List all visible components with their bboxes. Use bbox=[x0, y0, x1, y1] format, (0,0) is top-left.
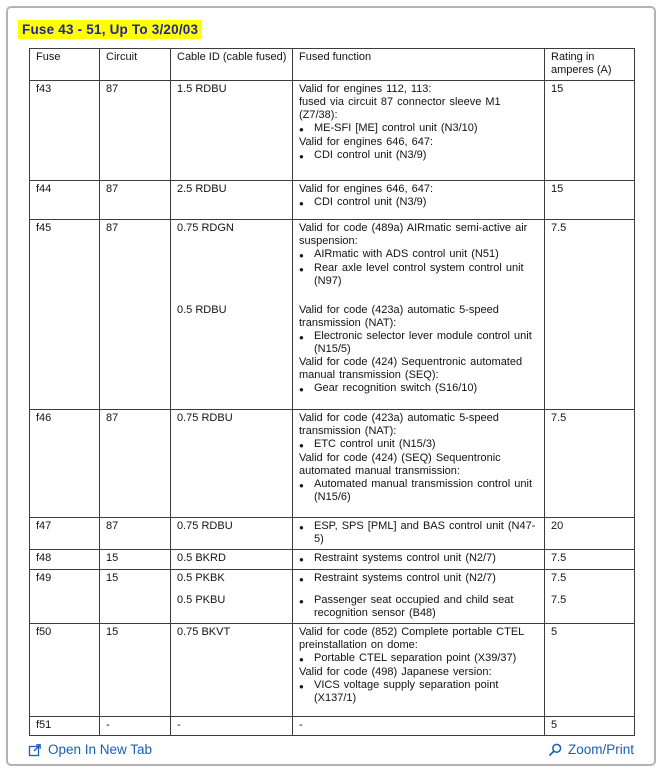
rating-cell bbox=[545, 291, 634, 409]
row-block bbox=[30, 550, 634, 569]
table-row bbox=[30, 717, 634, 735]
function-line: Valid for code (423a) automatic 5-speed transmission (NAT): bbox=[299, 304, 499, 329]
rating-cell: 5 bbox=[551, 626, 558, 638]
bullet-icon: ● bbox=[299, 385, 304, 394]
fuse-cell bbox=[30, 589, 100, 623]
cable-id-cell: 0.75 RDBU bbox=[171, 410, 293, 517]
function-line: Valid for engines 646, 647: bbox=[299, 136, 434, 148]
function-line bbox=[299, 679, 539, 705]
function-line: Valid for code (498) Japanese version: bbox=[299, 666, 492, 678]
row-block bbox=[30, 589, 634, 623]
rating-cell: 20 bbox=[551, 520, 564, 532]
bullet-icon: ● bbox=[299, 265, 304, 274]
bullet-icon: ● bbox=[299, 441, 304, 450]
function-line-text: Automated manual transmission control unit (N15/6) bbox=[314, 478, 532, 503]
function-line-text: VICS voltage supply separation point (X137/1) bbox=[314, 679, 499, 704]
fused-function-cell bbox=[293, 550, 545, 569]
fuse-table bbox=[29, 48, 635, 736]
function-line-text: ME-SFI [ME] control unit (N3/10) bbox=[314, 122, 478, 134]
cable-id-cell: 0.5 PKBU bbox=[171, 589, 293, 623]
table-row bbox=[30, 518, 634, 550]
circuit-cell: 87 bbox=[100, 220, 171, 291]
circuit-cell: 15 bbox=[100, 570, 171, 589]
bullet-icon: ● bbox=[299, 199, 304, 208]
cable-id-cell: - bbox=[171, 717, 293, 735]
external-link-icon bbox=[28, 743, 42, 757]
fused-function-cell bbox=[293, 410, 545, 517]
row-block bbox=[30, 220, 634, 291]
table-row bbox=[30, 181, 634, 220]
function-line: Valid for code (424) Sequentronic automated manual transmission (SEQ): bbox=[299, 356, 523, 381]
fused-function-cell bbox=[293, 81, 545, 180]
function-line bbox=[299, 594, 539, 620]
function-line bbox=[299, 478, 539, 504]
function-line: Valid for code (852) Complete portable CTEL preinstallation on dome: bbox=[299, 626, 524, 651]
table-row bbox=[30, 550, 634, 570]
table-header-row bbox=[30, 49, 634, 81]
table-row bbox=[30, 410, 634, 518]
rating-cell: 7.5 bbox=[551, 552, 567, 564]
open-in-new-tab-label: Open In New Tab bbox=[48, 742, 153, 757]
function-line bbox=[299, 652, 539, 666]
function-line bbox=[299, 330, 539, 356]
zoom-print-link[interactable] bbox=[548, 742, 634, 757]
function-line bbox=[299, 520, 539, 546]
function-line-text: Rear axle level control system control unit (N97) bbox=[314, 262, 524, 287]
fuse-cell: f45 bbox=[30, 220, 100, 291]
table-row bbox=[30, 624, 634, 717]
rating-cell: 7.5 bbox=[551, 412, 567, 424]
function-line: fused via circuit 87 connector sleeve M1 (Z7/38): bbox=[299, 96, 501, 121]
function-line-text: Passenger seat occupied and child seat recognition sensor (B48) bbox=[314, 594, 514, 619]
row-block bbox=[30, 570, 634, 589]
row-block bbox=[30, 624, 634, 716]
bullet-icon: ● bbox=[299, 125, 304, 134]
function-line-text: ETC control unit (N15/3) bbox=[314, 438, 436, 450]
circuit-cell: - bbox=[100, 717, 171, 735]
cable-id-cell: 1.5 RDBU bbox=[171, 81, 293, 180]
fused-function-cell bbox=[293, 717, 545, 735]
viewer-footer bbox=[8, 742, 654, 757]
table-row bbox=[30, 81, 634, 181]
rating-cell: 15 bbox=[551, 183, 564, 195]
document-viewer bbox=[6, 6, 656, 766]
function-line: Valid for engines 112, 113: bbox=[299, 83, 432, 95]
function-line bbox=[299, 122, 539, 136]
bullet-icon: ● bbox=[299, 682, 304, 691]
fused-function-cell bbox=[293, 181, 545, 219]
fuse-cell: f51 bbox=[30, 717, 100, 735]
fuse-cell: f48 bbox=[30, 550, 100, 569]
fuse-cell: f50 bbox=[30, 624, 100, 716]
function-line: Valid for code (489a) AIRmatic semi-active air suspension: bbox=[299, 222, 528, 247]
function-line-text: CDI control unit (N3/9) bbox=[314, 196, 427, 208]
bullet-icon: ● bbox=[299, 333, 304, 342]
function-line bbox=[299, 438, 539, 452]
fused-function-cell bbox=[293, 624, 545, 716]
function-line bbox=[299, 552, 539, 566]
rating-cell: 7.5 bbox=[551, 572, 567, 584]
column-header: Cable ID (cable fused) bbox=[171, 49, 293, 80]
bullet-icon: ● bbox=[299, 655, 304, 664]
open-in-new-tab-link[interactable] bbox=[28, 742, 152, 757]
fused-function-cell bbox=[293, 518, 545, 549]
fused-function-cell bbox=[293, 589, 545, 623]
fused-function-cell bbox=[293, 570, 545, 589]
bullet-icon: ● bbox=[299, 152, 304, 161]
function-line: - bbox=[299, 719, 303, 731]
circuit-cell: 15 bbox=[100, 624, 171, 716]
function-line: Valid for engines 646, 647: bbox=[299, 183, 434, 195]
rating-cell: 7.5 bbox=[551, 594, 567, 606]
function-line: Valid for code (424) (SEQ) Sequentronic automated manual transmission: bbox=[299, 452, 501, 477]
fuse-cell: f44 bbox=[30, 181, 100, 219]
fused-function-cell bbox=[293, 291, 545, 409]
column-header: Fused function bbox=[293, 49, 545, 80]
function-line bbox=[299, 248, 539, 262]
function-line-text: ESP, SPS [PML] and BAS control unit (N47-5) bbox=[314, 520, 536, 545]
bullet-icon: ● bbox=[299, 555, 304, 564]
function-line bbox=[299, 572, 539, 586]
row-block bbox=[30, 518, 634, 549]
circuit-cell: 87 bbox=[100, 410, 171, 517]
table-row bbox=[30, 570, 634, 624]
function-line: Valid for code (423a) automatic 5-speed transmission (NAT): bbox=[299, 412, 499, 437]
cable-id-cell: 0.75 RDGN bbox=[171, 220, 293, 291]
function-line-text: CDI control unit (N3/9) bbox=[314, 149, 427, 161]
bullet-icon: ● bbox=[299, 251, 304, 260]
circuit-cell: 87 bbox=[100, 81, 171, 180]
bullet-icon: ● bbox=[299, 481, 304, 490]
page-title: Fuse 43 - 51, Up To 3/20/03 bbox=[18, 20, 202, 39]
magnifier-icon bbox=[548, 743, 562, 757]
rating-cell: 5 bbox=[551, 719, 558, 731]
circuit-cell: 15 bbox=[100, 550, 171, 569]
rating-cell: 7.5 bbox=[551, 222, 567, 234]
column-header: Circuit bbox=[100, 49, 171, 80]
fuse-cell: f46 bbox=[30, 410, 100, 517]
fuse-cell: f49 bbox=[30, 570, 100, 589]
document-page bbox=[8, 8, 654, 736]
bullet-icon: ● bbox=[299, 523, 304, 532]
bullet-icon: ● bbox=[299, 575, 304, 584]
table-body bbox=[30, 81, 634, 735]
cable-id-cell: 0.5 RDBU bbox=[171, 291, 293, 409]
function-line bbox=[299, 382, 539, 396]
function-line-text: Portable CTEL separation point (X39/37) bbox=[314, 652, 517, 664]
cable-id-cell: 0.5 PKBK bbox=[171, 570, 293, 589]
row-block bbox=[30, 410, 634, 517]
row-block bbox=[30, 181, 634, 219]
cable-id-cell: 2.5 RDBU bbox=[171, 181, 293, 219]
column-header: Rating in amperes (A) bbox=[551, 51, 612, 76]
circuit-cell: 87 bbox=[100, 518, 171, 549]
column-header: Fuse bbox=[30, 49, 100, 80]
row-block bbox=[30, 81, 634, 180]
fuse-cell: f47 bbox=[30, 518, 100, 549]
function-line-text: AIRmatic with ADS control unit (N51) bbox=[314, 248, 499, 260]
circuit-cell bbox=[100, 291, 171, 409]
fused-function-cell bbox=[293, 220, 545, 291]
fuse-cell: f43 bbox=[30, 81, 100, 180]
function-line-text: Restraint systems control unit (N2/7) bbox=[314, 572, 496, 584]
zoom-print-label: Zoom/Print bbox=[567, 742, 634, 757]
function-line bbox=[299, 262, 539, 288]
circuit-cell: 87 bbox=[100, 181, 171, 219]
table-row bbox=[30, 220, 634, 410]
function-line bbox=[299, 149, 539, 163]
function-line-text: Electronic selector lever module control unit (N15/5) bbox=[314, 330, 532, 355]
rating-cell: 15 bbox=[551, 83, 564, 95]
circuit-cell bbox=[100, 589, 171, 623]
function-line-text: Restraint systems control unit (N2/7) bbox=[314, 552, 496, 564]
row-block bbox=[30, 717, 634, 735]
row-block bbox=[30, 291, 634, 409]
cable-id-cell: 0.75 RDBU bbox=[171, 518, 293, 549]
fuse-cell bbox=[30, 291, 100, 409]
cable-id-cell: 0.75 BKVT bbox=[171, 624, 293, 716]
function-line-text: Gear recognition switch (S16/10) bbox=[314, 382, 478, 394]
function-line bbox=[299, 196, 539, 210]
cable-id-cell: 0.5 BKRD bbox=[171, 550, 293, 569]
bullet-icon: ● bbox=[299, 597, 304, 606]
